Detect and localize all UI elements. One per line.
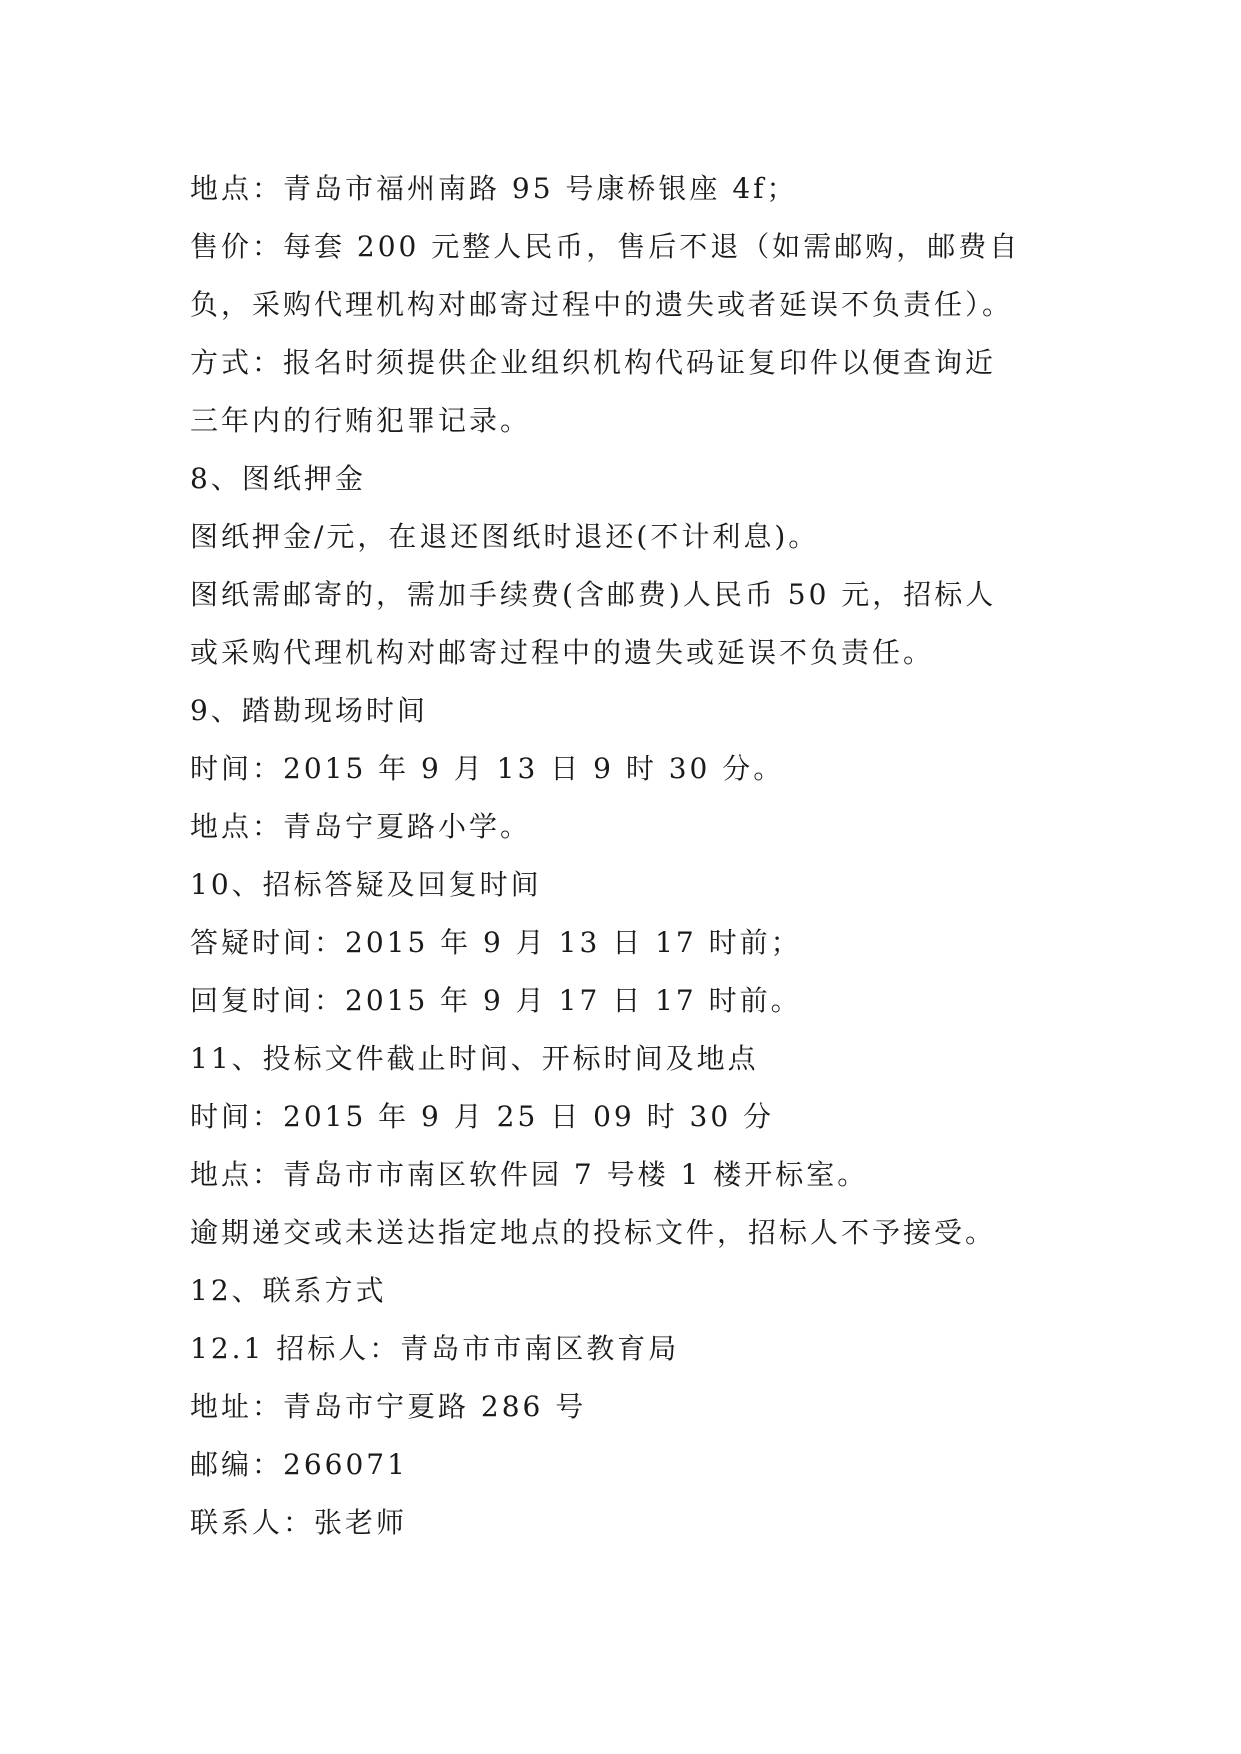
text-line: 地点：青岛宁夏路小学。 — [190, 810, 532, 843]
text-line: 负，采购代理机构对邮寄过程中的遗失或者延误不负责任）。 — [190, 288, 1014, 321]
text-line: 时间：2015 年 9 月 13 日 9 时 30 分。 — [190, 752, 785, 785]
text-line: 售价：每套 200 元整人民币，售后不退（如需邮购，邮费自 — [190, 230, 1021, 263]
text-line: 时间：2015 年 9 月 25 日 09 时 30 分 — [190, 1100, 775, 1133]
text-line: 或采购代理机构对邮寄过程中的遗失或延误不负责任。 — [190, 636, 935, 669]
text-line: 邮编：266071 — [190, 1448, 408, 1481]
document-body — [190, 160, 1070, 1552]
text-line: 回复时间：2015 年 9 月 17 日 17 时前。 — [190, 984, 802, 1017]
text-line: 图纸押金/元，在退还图纸时退还(不计利息)。 — [190, 520, 820, 553]
text-line: 联系人：张老师 — [190, 1506, 408, 1539]
section-heading: 12、联系方式 — [190, 1274, 387, 1307]
section-heading: 9、踏勘现场时间 — [190, 694, 428, 727]
text-line: 三年内的行贿犯罪记录。 — [190, 404, 532, 437]
text-line: 地点：青岛市市南区软件园 7 号楼 1 楼开标室。 — [190, 1158, 869, 1191]
text-line: 地址：青岛市宁夏路 286 号 — [190, 1390, 587, 1423]
text-line: 图纸需邮寄的，需加手续费(含邮费)人民币 50 元，招标人 — [190, 578, 997, 611]
section-heading: 11、投标文件截止时间、开标时间及地点 — [190, 1042, 759, 1075]
text-line: 12.1 招标人：青岛市市南区教育局 — [190, 1332, 680, 1365]
text-line: 答疑时间：2015 年 9 月 13 日 17 时前； — [190, 926, 802, 959]
text-line: 逾期递交或未送达指定地点的投标文件，招标人不予接受。 — [190, 1216, 997, 1249]
section-heading: 10、招标答疑及回复时间 — [190, 868, 542, 901]
section-heading: 8、图纸押金 — [190, 462, 366, 495]
text-line: 地点：青岛市福州南路 95 号康桥银座 4f； — [190, 172, 798, 205]
text-line: 方式：报名时须提供企业组织机构代码证复印件以便查询近 — [190, 346, 997, 379]
